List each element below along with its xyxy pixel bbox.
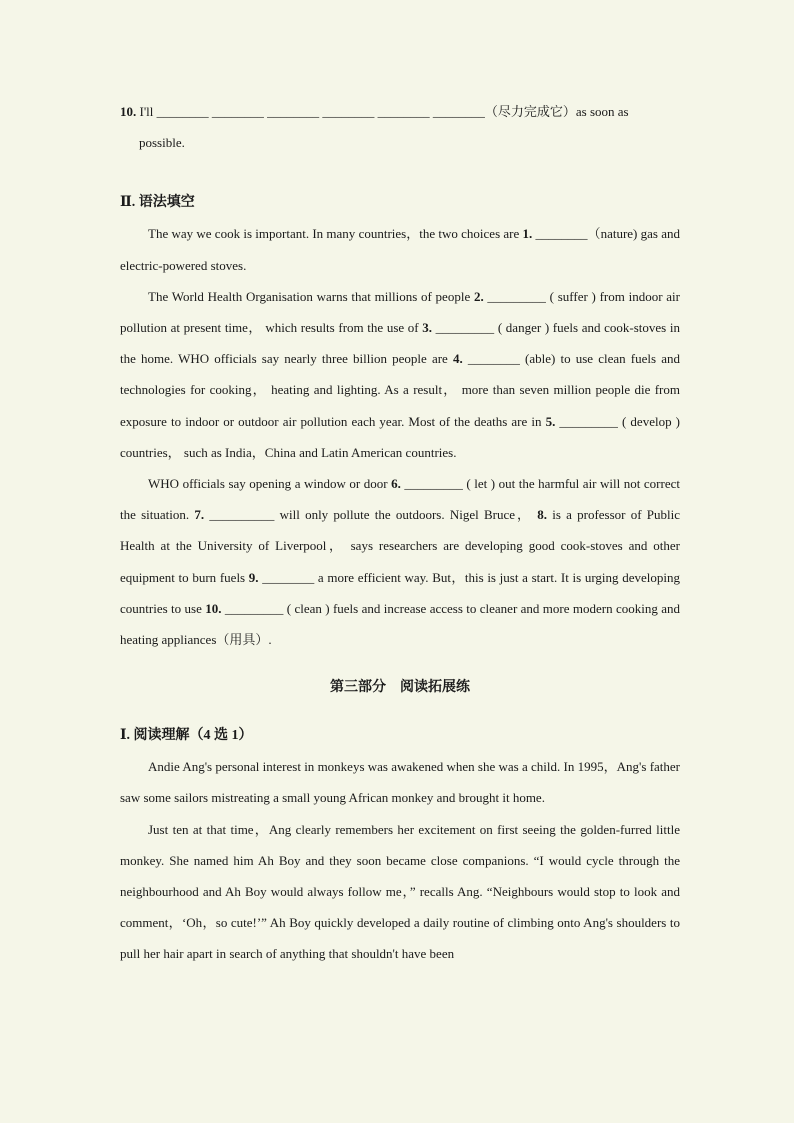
text-run: The World Health Organisation warns that millions of people <box>148 288 474 304</box>
text-run: ________（nature) gas and electric-powered stoves. <box>120 226 680 273</box>
question-10-continuation: possible. <box>139 135 185 151</box>
text-run: ________ a more efficient way. But，this is just a start. It is urging developing countries to use <box>120 569 680 616</box>
question-10-text: I'll ________ ________ ________ ________ ________ ________（尽力完成它）as soon as <box>139 104 629 119</box>
grammar-paragraph-1 <box>120 218 680 280</box>
text-run: _________ ( clean ) fuels and increase access to cleaner and more modern cooking and heating appliances（用具）. <box>120 600 681 648</box>
blank-number: 10. <box>205 600 222 616</box>
text-run: WHO officials say opening a window or door <box>148 476 392 492</box>
part-heading: 第三部分 阅读拓展练 <box>330 680 470 696</box>
text-run: _________ ( danger ) fuels and cook-stoves in the home. WHO officials say nearly three billion people are <box>120 320 680 367</box>
blank-number: 7. <box>194 507 205 523</box>
text-run: _________ ( develop ) countries， such as India，China and Latin American countries. <box>120 413 680 460</box>
blank-number: 5. <box>545 413 556 429</box>
page-content <box>120 96 680 970</box>
spacer <box>120 703 680 720</box>
reading-paragraph-1: Andie Ang's personal interest in monkeys was awakened when she was a child. In 1995，Ang's father saw some sailors mistreating a small young African monkey and brought it home. <box>120 759 680 806</box>
text-run: _________ ( suffer ) from indoor air pollution at present time， which results from the use of <box>120 288 680 336</box>
blank-number: 3. <box>422 320 433 336</box>
question-number: 10. <box>120 104 137 119</box>
blank-number: 9. <box>248 569 259 585</box>
spacer <box>120 158 680 187</box>
blank-number: 1. <box>522 226 533 242</box>
reading-paragraph-2: Just ten at that time，Ang clearly remembers her excitement on first seeing the golden-furred little monkey. She named him Ah Boy and they soon became close companions. “I would cycle through the neighbourhood and Ah Boy would always follow me，” recalls Ang. “Neighbours would stop to look and comment，‘Oh，so cute!’” Ah Boy quickly developed a daily routine of climbing onto Ang's shoulders to pull her hair apart in search of anything that shouldn't have been <box>120 821 680 962</box>
spacer <box>120 655 680 672</box>
blank-number: 4. <box>452 351 463 367</box>
text-run: __________ will only pollute the outdoors. Nigel Bruce， <box>204 507 538 523</box>
grammar-paragraph-2 <box>120 281 680 468</box>
blank-number: 6. <box>391 476 401 492</box>
section-heading-grammar: Ⅱ. 语法填空 <box>120 195 195 211</box>
question-10 <box>120 96 680 158</box>
text-run: is a professor of Public Health at the University of Liverpool， says researchers are developing good cook-stoves and other equipment to burn fuels <box>120 507 681 585</box>
blank-number: 8. <box>537 507 547 523</box>
text-run: _________ ( let ) out the harmful air will not correct the situation. <box>120 476 680 523</box>
text-run: The way we cook is important. In many countries，the two choices are <box>148 226 523 242</box>
blank-number: 2. <box>473 288 484 304</box>
section-heading-reading: Ⅰ. 阅读理解（4 选 1） <box>120 728 253 744</box>
text-run: ________ (able) to use clean fuels and technologies for cooking， heating and lighting. As a result， more than seven million people die from exposure to indoor or outdoor air pollution each year. Most of the deaths are in <box>120 351 680 429</box>
grammar-paragraph-3 <box>120 468 680 655</box>
